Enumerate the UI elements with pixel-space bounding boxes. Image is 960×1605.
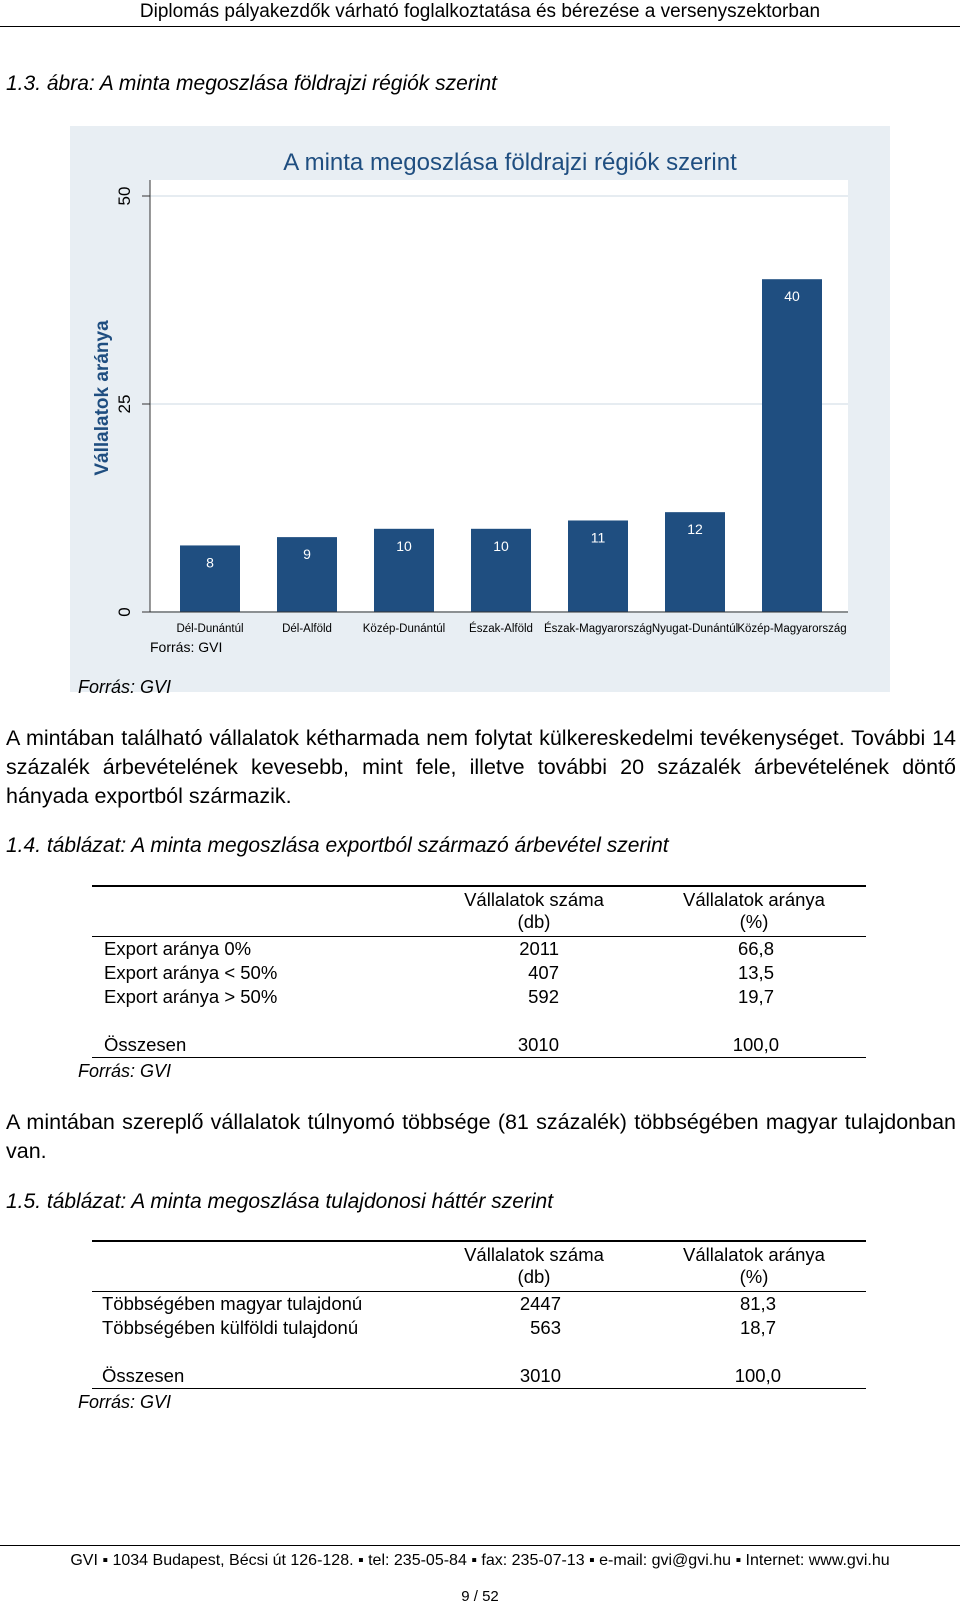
table-row-label: Többségében külföldi tulajdonú: [102, 1317, 359, 1338]
bar-chart-svg: [70, 126, 890, 692]
table-row-label: Többségében magyar tulajdonú: [102, 1293, 363, 1314]
table1-caption: 1.4. táblázat: A minta megoszlása exportból származó árbevétel szerint: [6, 834, 669, 857]
table-row-share: 66,8: [737, 938, 774, 959]
bar-value-label: 12: [687, 521, 703, 538]
bar-chart: [70, 126, 890, 692]
y-tick-label: 0: [115, 607, 134, 617]
page-header: [0, 0, 960, 27]
bar-value-label: 9: [303, 546, 311, 563]
paragraph-1: A mintában található vállalatok kétharmada nem folytat külkereskedelmi tevékenységet. További 14 százalék árbevételének kevesebb, mint fele, illetve további 20 százalék árbevételének döntő hányada exportból származik.: [6, 726, 956, 808]
table1-source: Forrás: GVI: [78, 1061, 172, 1081]
table-row-share: 19,7: [737, 986, 774, 1007]
table2-col1-unit: (db): [517, 1266, 551, 1287]
table1-col2-title: Vállalatok aránya: [683, 889, 825, 910]
x-category-label: Nyugat-Dunántúl: [651, 623, 739, 635]
table-row-share: 81,3: [739, 1293, 776, 1314]
table-total-label: Összesen: [104, 1034, 187, 1055]
table1-bottom-rule: [92, 1057, 866, 1058]
x-category-label: Észak-Alföld: [469, 623, 533, 635]
chart-title: A minta megoszlása földrajzi régiók szerint: [283, 149, 737, 176]
table2-header-rule: [92, 1291, 866, 1292]
table-export: [92, 885, 866, 1065]
bar-value-label: 8: [206, 554, 214, 571]
table-row-share: 13,5: [737, 962, 774, 983]
table1-col1-header: [444, 889, 624, 933]
bar-value-label: 40: [784, 288, 800, 305]
x-category-label: Észak-Magyarország: [543, 623, 653, 635]
page-number: 9 / 52: [461, 1588, 499, 1605]
table-total-count: 3010: [519, 1365, 561, 1386]
table1-col1-title: Vállalatok száma: [464, 889, 604, 910]
table2-top-rule: [92, 1240, 866, 1242]
paragraph-2: A mintában szereplő vállalatok túlnyomó többsége (81 százalék) többségében magyar tulajdonban van.: [6, 1110, 956, 1163]
chart-source-note: Forrás: GVI: [150, 639, 223, 655]
bar-value-label: 10: [493, 537, 509, 554]
bar-value-label: 10: [396, 537, 412, 554]
x-category-label: Közép-Dunántúl: [362, 623, 446, 635]
table-total-share: 100,0: [732, 1034, 779, 1055]
x-category-label: Dél-Alföld: [282, 623, 332, 635]
table2-col2-header: [664, 1244, 844, 1288]
table2-bottom-rule: [92, 1388, 866, 1389]
table-total-count: 3010: [517, 1034, 559, 1055]
bar-value-label: 11: [590, 529, 606, 546]
x-category-label: Dél-Dunántúl: [176, 623, 244, 635]
table1-header-rule: [92, 936, 866, 937]
table2-col2-unit: (%): [739, 1266, 769, 1287]
table-row-count: 592: [528, 986, 559, 1007]
table-row-count: 563: [530, 1317, 561, 1338]
table-row-label: Export aránya > 50%: [104, 986, 278, 1007]
bar: [762, 279, 822, 612]
table-total-label: Összesen: [102, 1365, 185, 1386]
x-category-label: Közép-Magyarország: [737, 623, 847, 635]
table2-col1-title: Vállalatok száma: [464, 1244, 604, 1265]
y-tick-label: 25: [115, 394, 134, 414]
table2-source: Forrás: GVI: [78, 1392, 172, 1412]
figure-source: Forrás: GVI: [78, 677, 172, 697]
figure-caption: 1.3. ábra: A minta megoszlása földrajzi régiók szerint: [6, 72, 497, 95]
table1-col1-unit: (db): [517, 911, 551, 932]
header-title: Diplomás pályakezdők várható foglalkoztatása és bérezése a versenyszektorban: [139, 1, 821, 22]
table-row-share: 18,7: [739, 1317, 776, 1338]
y-axis-label: Vállalatok aránya: [92, 320, 113, 476]
table2-col1-header: [444, 1244, 624, 1288]
table-row-count: 2447: [519, 1293, 561, 1314]
table-total-share: 100,0: [734, 1365, 781, 1386]
table-row-count: 407: [528, 962, 559, 983]
table-row-label: Export aránya 0%: [104, 938, 252, 959]
page-footer: GVI ▪ 1034 Budapest, Bécsi út 126-128. ▪ tel: 235-05-84 ▪ fax: 235-07-13 ▪ e-mail: gvi@gvi.hu ▪ Internet: www.gvi.hu: [70, 1552, 890, 1569]
table1-top-rule: [92, 885, 866, 887]
footer-rule: [0, 1545, 960, 1546]
table1-col2-unit: (%): [739, 911, 769, 932]
table-row-label: Export aránya < 50%: [104, 962, 278, 983]
y-tick-label: 50: [115, 186, 134, 206]
table2-caption: 1.5. táblázat: A minta megoszlása tulajdonosi háttér szerint: [6, 1190, 554, 1213]
table1-col2-header: [664, 889, 844, 933]
table-ownership: [92, 1240, 866, 1395]
table-row-count: 2011: [519, 938, 559, 959]
table2-col2-title: Vállalatok aránya: [683, 1244, 825, 1265]
